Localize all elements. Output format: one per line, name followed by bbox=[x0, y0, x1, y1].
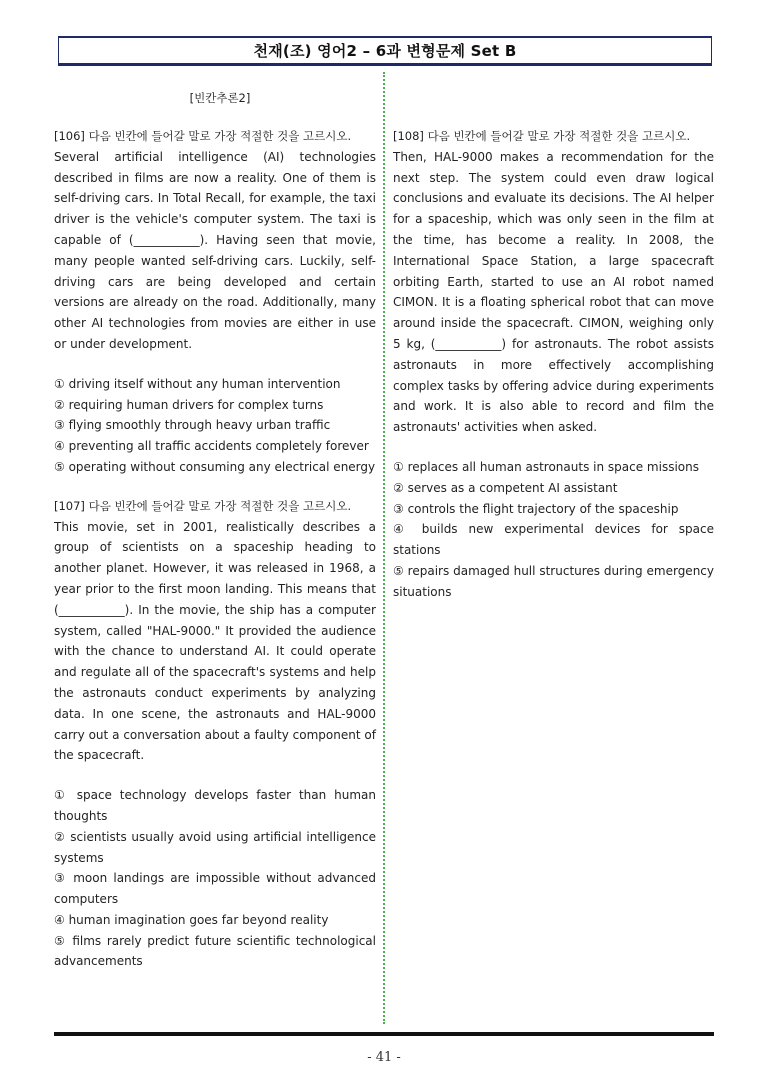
answer-option: ② requiring human drivers for complex turns bbox=[54, 397, 324, 412]
header-box bbox=[58, 36, 712, 66]
answer-option: ② serves as a competent AI assistant bbox=[393, 480, 618, 495]
answer-option: ⑤ repairs damaged hull structures during emergency situations bbox=[393, 563, 714, 599]
answer-option: ① space technology develops faster than human thoughts bbox=[54, 788, 376, 823]
question-107 bbox=[54, 496, 376, 973]
right-column bbox=[393, 88, 714, 621]
answer-option: ② scientists usually avoid using artificial intelligence systems bbox=[54, 829, 376, 865]
answer-option: ④ builds new experimental devices for space stations bbox=[393, 522, 714, 558]
question-108 bbox=[393, 126, 714, 603]
page-number: - 41 - bbox=[367, 1050, 401, 1065]
question-passage: Then, HAL-9000 makes a recommendation for the next step. The system could even draw logical conclusions and evaluate its decisions. The AI helper for a spaceship, which was only seen in the film at the time, has become a reality. In 2008, the International Space Station, a large spacecraft orbiting Earth, started to use an AI robot named CIMON. It is a floating spherical robot that can move around inside the spacecraft. CIMON, weighing only 5 kg, (___________) for astronauts. The robot assists astronauts in more effectively accomplishing complex tasks by offering advice during experiments and work. It is also able to record and film the astronauts' activities when asked. bbox=[393, 149, 714, 435]
question-prompt: [106] 다음 빈칸에 들어갈 말로 가장 적절한 것을 고르시오. bbox=[54, 129, 352, 143]
answer-options bbox=[54, 785, 376, 972]
answer-option: ⑤ operating without consuming any electrical energy bbox=[54, 459, 376, 474]
section-label: [빈칸추론2] bbox=[189, 91, 251, 105]
footer-rule bbox=[54, 1032, 714, 1036]
answer-option: ① driving itself without any human intervention bbox=[54, 376, 341, 391]
answer-option: ⑤ films rarely predict future scientific technological advancements bbox=[54, 933, 376, 969]
left-column bbox=[54, 88, 376, 990]
question-prompt: [107] 다음 빈칸에 들어갈 말로 가장 적절한 것을 고르시오. bbox=[54, 498, 352, 513]
answer-option: ③ flying smoothly through heavy urban traffic bbox=[54, 418, 331, 433]
answer-option: ③ controls the flight trajectory of the spaceship bbox=[393, 501, 679, 516]
answer-options bbox=[393, 457, 714, 603]
page-title: 천재(조) 영어2 – 6과 변형문제 Set B bbox=[253, 42, 517, 60]
answer-option: ③ moon landings are impossible without advanced computers bbox=[54, 871, 376, 907]
question-passage: Several artificial intelligence (AI) technologies described in films are now a reality. One of them is self-driving cars. In Total Recall, for example, the taxi driver is the vehicle's computer system. The taxi is capable of (___________). Having seen that movie, many people wanted self-driving cars. Luckily, self-driving cars are being developed and certain versions are already on the road. Additionally, many other AI technologies from movies are either in use or under development. bbox=[54, 149, 376, 351]
question-106 bbox=[54, 126, 376, 478]
question-prompt: [108] 다음 빈칸에 들어갈 말로 가장 적절한 것을 고르시오. bbox=[393, 129, 691, 143]
answer-option: ① replaces all human astronauts in space missions bbox=[393, 459, 699, 474]
answer-option: ④ preventing all traffic accidents completely forever bbox=[54, 439, 369, 454]
answer-options bbox=[54, 374, 376, 478]
column-divider bbox=[383, 72, 385, 1024]
answer-option: ④ human imagination goes far beyond reality bbox=[54, 912, 329, 927]
question-passage: This movie, set in 2001, realistically describes a group of scientists on a spaceship heading to another planet. However, it was released in 1968, a year prior to the first moon landing. This means that (___________). In the movie, the ship has a computer system, called "HAL-9000." It provided the audience with the chance to understand AI. It could operate and regulate all of the spacecraft's systems and help the astronauts conduct experiments by analyzing data. In one scene, the astronauts and HAL-9000 carry out a conversation about a faulty component of the spacecraft. bbox=[54, 519, 376, 763]
